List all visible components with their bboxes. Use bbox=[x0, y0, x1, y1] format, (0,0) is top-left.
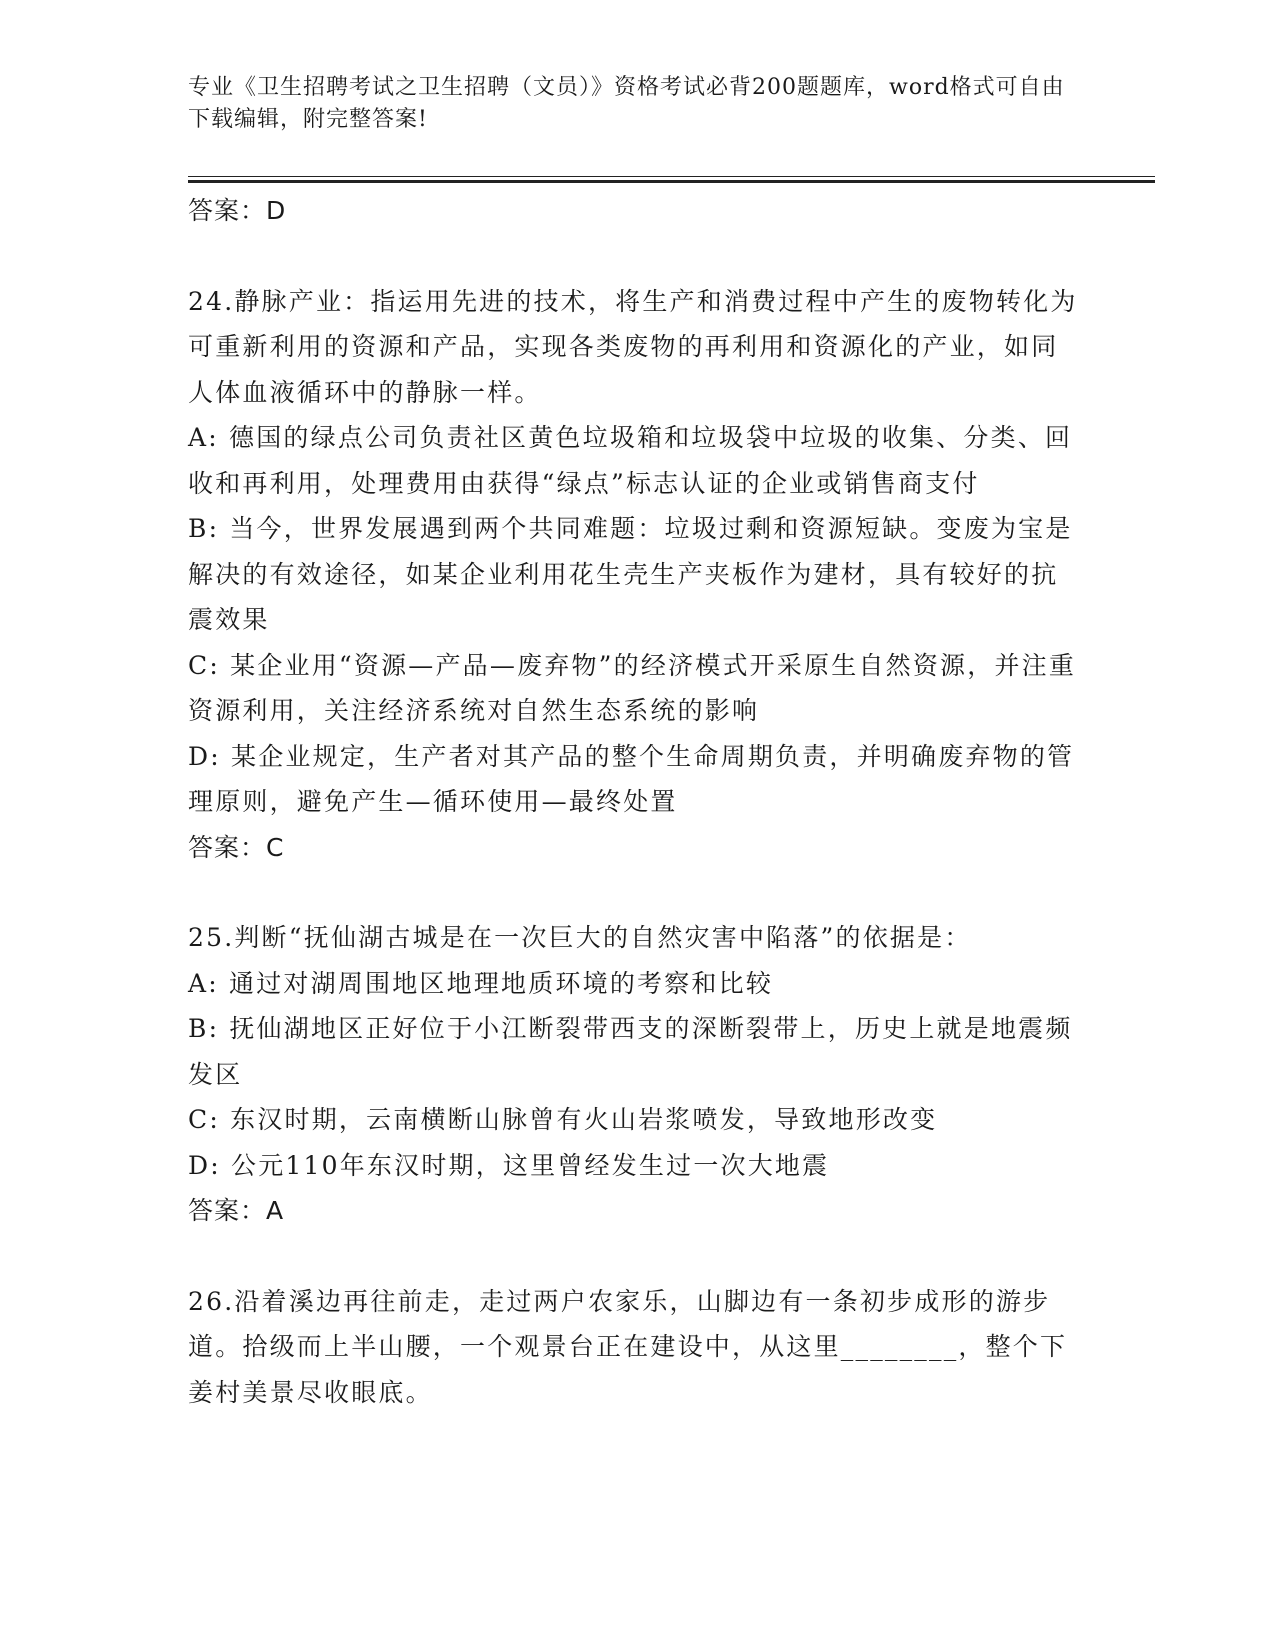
answer-line: 答案：D bbox=[188, 196, 287, 225]
spacer bbox=[188, 870, 1078, 915]
question-26 bbox=[188, 1279, 1078, 1416]
option-c: C: 某企业用“资源—产品—废弃物”的经济模式开采原生自然资源，并注重资源利用，关注经济系统对自然生态系统的影响 bbox=[188, 650, 1077, 725]
option-b: B: 当今，世界发展遇到两个共同难题：垃圾过剩和资源短缺。变废为宝是解决的有效途径，如某企业利用花生壳生产夹板作为建材，具有较好的抗震效果 bbox=[188, 514, 1073, 634]
header-divider-thin bbox=[188, 176, 1155, 177]
option-c: C: 东汉时期，云南横断山脉曾有火山岩浆喷发，导致地形改变 bbox=[188, 1105, 938, 1134]
spacer bbox=[188, 234, 1078, 279]
question-25 bbox=[188, 915, 1078, 1234]
option-d: D: 公元110年东汉时期，这里曾经发生过一次大地震 bbox=[188, 1150, 830, 1180]
option-a: A: 通过对湖周围地区地理地质环境的考察和比较 bbox=[188, 968, 774, 998]
question-stem: 26.沿着溪边再往前走，走过两户农家乐，山脚边有一条初步成形的游步道。拾级而上半山腰，一个观景台正在建设中，从这里________，整个下姜村美景尽收眼底。 bbox=[188, 1286, 1068, 1407]
spacer bbox=[188, 1234, 1078, 1279]
option-d: D: 某企业规定，生产者对其产品的整个生命周期负责，并明确废弃物的管理原则，避免产生—循环使用—最终处置 bbox=[188, 741, 1075, 816]
document-header: 专业《卫生招聘考试之卫生招聘（文员）》资格考试必背200题题库，word格式可自由下载编辑，附完整答案! bbox=[188, 75, 1065, 132]
option-b: B: 抚仙湖地区正好位于小江断裂带西支的深断裂带上，历史上就是地震频发区 bbox=[188, 1014, 1073, 1089]
question-stem: 24.静脉产业：指运用先进的技术，将生产和消费过程中产生的废物转化为可重新利用的资源和产品，实现各类废物的再利用和资源化的产业，如同人体血液循环中的静脉一样。 bbox=[188, 286, 1078, 407]
question-stem: 25.判断“抚仙湖古城是在一次巨大的自然灾害中陷落”的依据是： bbox=[188, 923, 972, 952]
answer-line: 答案：C bbox=[188, 832, 285, 862]
answer-line: 答案：A bbox=[188, 1196, 285, 1225]
option-a: A: 德国的绿点公司负责社区黄色垃圾箱和垃圾袋中垃圾的收集、分类、回收和再利用，处理费用由获得“绿点”标志认证的企业或销售商支付 bbox=[188, 423, 1073, 498]
document-body bbox=[188, 188, 1078, 1415]
header-divider-thick bbox=[188, 180, 1155, 183]
question-24 bbox=[188, 279, 1078, 871]
